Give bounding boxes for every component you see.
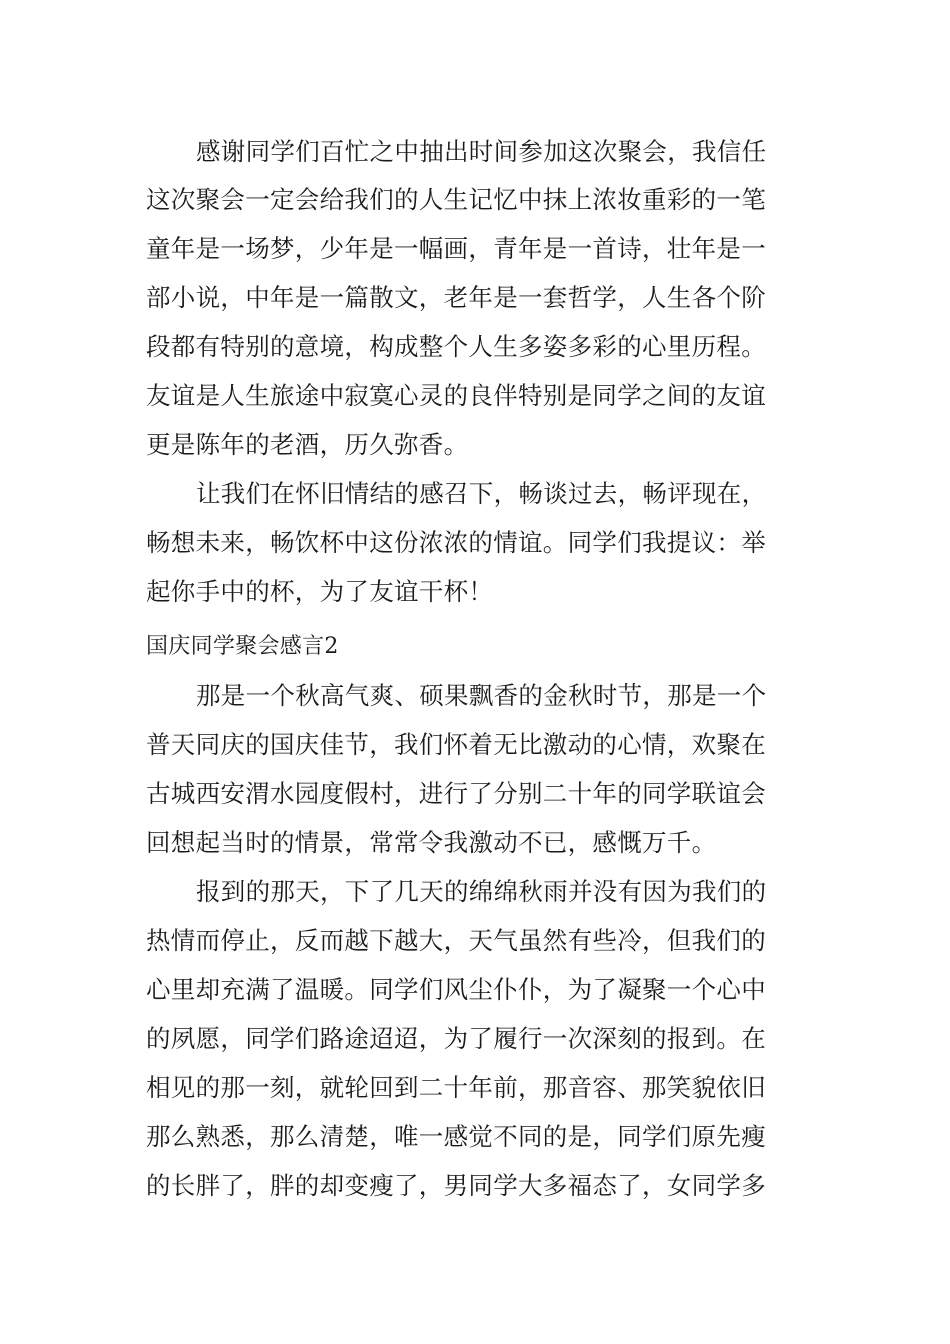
paragraph-4-line: 的夙愿，同学们路途迢迢，为了履行一次深刻的报到。在 <box>146 1024 766 1053</box>
paragraph-4-line: 心里却充满了温暖。同学们风尘仆仆，为了凝聚一个心中 <box>146 975 766 1004</box>
paragraph-1-line: 感谢同学们百忙之中抽出时间参加这次聚会，我信任 <box>196 137 767 166</box>
paragraph-4-line: 相见的那一刻，就轮回到二十年前，那音容、那笑貌依旧 <box>146 1073 766 1102</box>
paragraph-3-line: 回想起当时的情景，常常令我激动不已，感慨万千。 <box>146 828 717 857</box>
paragraph-1-line: 这次聚会一定会给我们的人生记忆中抹上浓妆重彩的一笔 <box>146 185 766 214</box>
paragraph-1-line: 更是陈年的老酒，历久弥香。 <box>146 430 469 459</box>
section-heading: 国庆同学聚会感言2 <box>146 634 339 659</box>
paragraph-2-line: 畅想未来，畅饮杯中这份浓浓的情谊。同学们我提议：举 <box>146 528 766 557</box>
paragraph-1-line: 友谊是人生旅途中寂寞心灵的良伴特别是同学之间的友谊 <box>146 381 766 410</box>
paragraph-1-line: 段都有特别的意境，构成整个人生多姿多彩的心里历程。 <box>146 332 766 361</box>
paragraph-4-line: 热情而停止，反而越下越大，天气虽然有些冷，但我们的 <box>146 926 766 955</box>
paragraph-4-line: 报到的那天，下了几天的绵绵秋雨并没有因为我们的 <box>196 877 767 906</box>
paragraph-3-line: 普天同庆的国庆佳节，我们怀着无比激动的心情，欢聚在 <box>146 730 766 759</box>
paragraph-3-line: 古城西安渭水园度假村，进行了分别二十年的同学联谊会 <box>146 779 766 808</box>
paragraph-1-line: 部小说，中年是一篇散文，老年是一套哲学，人生各个阶 <box>146 283 766 312</box>
paragraph-3-line: 那是一个秋高气爽、硕果飘香的金秋时节，那是一个 <box>196 681 767 710</box>
paragraph-2-line: 起你手中的杯，为了友谊干杯！ <box>146 577 494 606</box>
paragraph-4-line: 那么熟悉，那么清楚，唯一感觉不同的是，同学们原先瘦 <box>146 1122 766 1151</box>
paragraph-1-line: 童年是一场梦，少年是一幅画，青年是一首诗，壮年是一 <box>146 234 766 263</box>
paragraph-2-line: 让我们在怀旧情结的感召下，畅谈过去，畅评现在， <box>196 479 767 508</box>
paragraph-4-line: 的长胖了，胖的却变瘦了，男同学大多福态了，女同学多 <box>146 1171 766 1200</box>
